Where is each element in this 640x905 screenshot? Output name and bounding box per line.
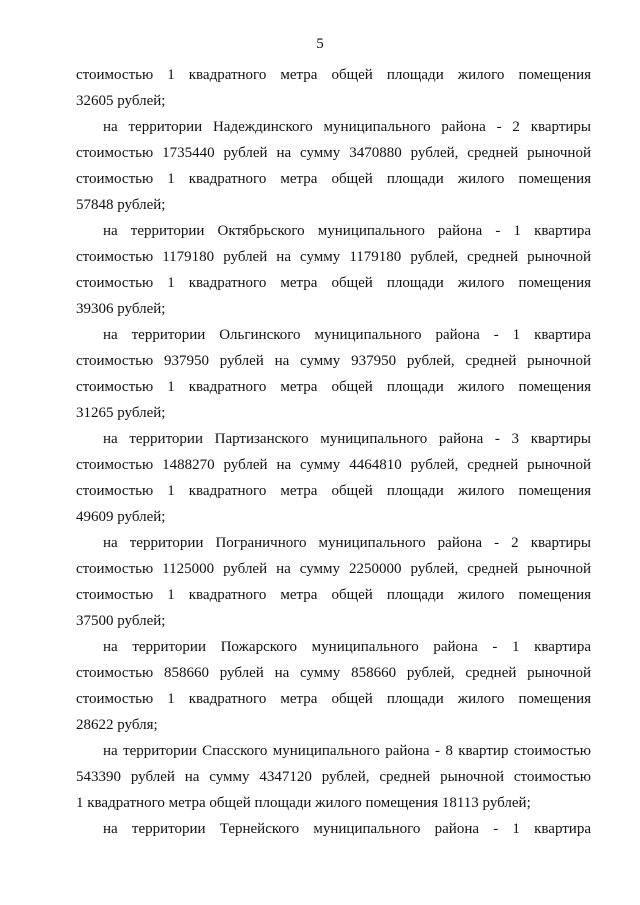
paragraph-first-line: на территории Надеждинского муниципального района - 2 квартиры (103, 119, 591, 135)
document-body (76, 62, 591, 842)
text-line: 543390 рублей на сумму 4347120 рублей, средней рыночной стоимостью (76, 769, 591, 785)
text-line: стоимостью 1 квадратного метра общей площади жилого помещения (76, 171, 591, 187)
text-line: 49609 рублей; (76, 509, 166, 525)
text-line: 37500 рублей; (76, 613, 166, 629)
text-line: стоимостью 1488270 рублей на сумму 4464810 рублей, средней рыночной (76, 457, 591, 473)
text-line: стоимостью 1 квадратного метра общей площади жилого помещения (76, 587, 591, 603)
text-line: стоимостью 1735440 рублей на сумму 3470880 рублей, средней рыночной (76, 145, 591, 161)
paragraph-first-line: на территории Тернейского муниципального района - 1 квартира (103, 821, 591, 837)
paragraph-first-line: на территории Ольгинского муниципального района - 1 квартира (103, 327, 591, 343)
paragraph-first-line: на территории Спасского муниципального района - 8 квартир стоимостью (103, 743, 591, 759)
text-line: 31265 рублей; (76, 405, 166, 421)
text-line: 32605 рублей; (76, 93, 166, 109)
text-line: стоимостью 1125000 рублей на сумму 2250000 рублей, средней рыночной (76, 561, 591, 577)
paragraph-first-line: на территории Пожарского муниципального района - 1 квартира (103, 639, 591, 655)
text-line: стоимостью 1 квадратного метра общей площади жилого помещения (76, 275, 591, 291)
paragraph-first-line: на территории Пограничного муниципального района - 2 квартиры (103, 535, 591, 551)
text-line: 57848 рублей; (76, 197, 166, 213)
paragraph-first-line: на территории Партизанского муниципального района - 3 квартиры (103, 431, 591, 447)
text-line: стоимостью 1 квадратного метра общей площади жилого помещения (76, 691, 591, 707)
paragraph-first-line: на территории Октябрьского муниципального района - 1 квартира (103, 223, 591, 239)
text-line: стоимостью 1179180 рублей на сумму 1179180 рублей, средней рыночной (76, 249, 591, 265)
text-line: стоимостью 1 квадратного метра общей площади жилого помещения (76, 483, 591, 499)
page-number: 5 (316, 36, 324, 52)
text-line: 1 квадратного метра общей площади жилого помещения 18113 рублей; (76, 795, 531, 811)
text-line: стоимостью 1 квадратного метра общей площади жилого помещения (76, 379, 591, 395)
text-line: стоимостью 858660 рублей на сумму 858660 рублей, средней рыночной (76, 665, 591, 681)
text-line: 39306 рублей; (76, 301, 166, 317)
text-line: стоимостью 1 квадратного метра общей площади жилого помещения (76, 67, 591, 83)
text-line: стоимостью 937950 рублей на сумму 937950 рублей, средней рыночной (76, 353, 591, 369)
text-line: 28622 рубля; (76, 717, 158, 733)
